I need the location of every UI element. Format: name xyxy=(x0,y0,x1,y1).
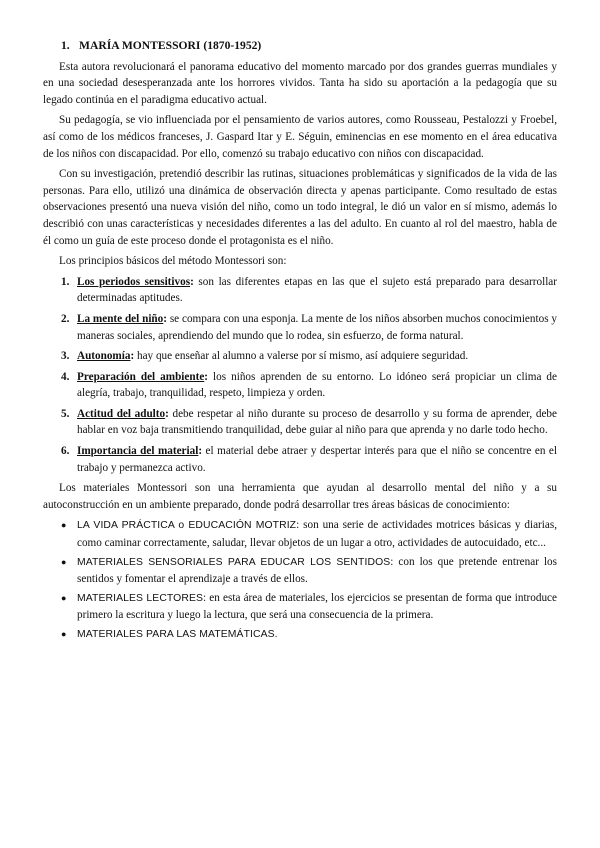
list-item: 1. Los periodos sensitivos: son las diferentes etapas en las que el sujeto está preparado para desarrollar determinadas aptitudes. xyxy=(43,274,557,307)
item-number: 1. xyxy=(61,275,70,288)
principle-text: los niños aprenden de su entorno. Lo idóneo será propiciar un clima de alegría, trabajo, tranquilidad, respeto, limpieza y orden. xyxy=(77,370,557,400)
list-item: 3. Autonomía: hay que enseñar al alumno a valerse por sí mismo, así adquiere seguridad. xyxy=(43,348,557,365)
principles-list xyxy=(43,274,557,477)
paragraph-materials-intro: Los materiales Montessori son una herramienta que ayudan al desarrollo mental del niño y a su autoconstrucción en un ambiente preparado, donde podrá desarrollar tres áreas básicas de conocimiento: xyxy=(43,482,557,511)
paragraph-influences: Su pedagogía, se vio influenciada por el pensamiento de varios autores, como Rousseau, Pestalozzi y Froebel, así como de los médicos franceses, J. Gaspard Itar y E. Séguin, eminencias en ese momento en el área educativa de los niños con discapacidad. Por ello, comenzó su trabajo educativo con niños con discapacidad. xyxy=(43,114,557,160)
principle-text: hay que enseñar al alumno a valerse por sí mismo, así adquiere seguridad. xyxy=(134,350,469,363)
paragraph-intro: Esta autora revolucionará el panorama educativo del momento marcado por dos grandes guerras mundiales y en una sociedad desesperanzada ante los horrores vividos. Tanta ha sido su aportación a la pedagogía que su legado continúa en el paradigma educativo actual. xyxy=(43,60,557,106)
section-title: MARÍA MONTESSORI (1870-1952) xyxy=(79,39,262,52)
item-number: 2. xyxy=(61,312,70,325)
principle-term: Actitud del adulto xyxy=(77,407,166,420)
principle-term: Los periodos sensitivos xyxy=(77,275,191,288)
list-item xyxy=(43,626,557,644)
section-heading xyxy=(61,38,557,55)
document-page xyxy=(43,38,557,646)
paragraph-principles-intro: Los principios básicos del método Montessori son: xyxy=(59,255,287,268)
list-item: 4. Preparación del ambiente: los niños aprenden de su entorno. Lo idóneo será propiciar un clima de alegría, trabajo, tranquilidad, respeto, limpieza y orden. xyxy=(43,369,557,402)
principle-term: Importancia del material xyxy=(77,445,199,458)
principle-term: Preparación del ambiente xyxy=(77,370,205,383)
paragraph-research: Con su investigación, pretendió describir las rutinas, situaciones problemáticas y significados de la vida de las personas. Para ello, utilizó una dinámica de observación directa y apenas participante. Como resultado de estas observaciones presentó una nueva visión del niño, como un todo integral, le dió un valor en sí mismo, además lo describió con unas características y necesidades diferentes a las del adulto. En cuanto al rol del maestro, habla de él como un guía de este proceso donde el protagonista es el niño. xyxy=(43,168,557,247)
section-number: 1. xyxy=(61,39,70,52)
material-name: MATERIALES PARA LAS MATEMÁTICAS. xyxy=(77,629,278,640)
material-text: : son una serie de actividades motrices básicas y diarias, como caminar correctamente, saludar, llevar objetos de un lugar a otro, actividades de autocuidado, etc... xyxy=(77,519,557,550)
principle-term: La mente del niño xyxy=(77,312,164,325)
principle-text: se compara con una esponja. La mente de los niños absorben muchos conocimientos y maneras sociales, aprendiendo del mundo que lo rodea, sin esfuerzo, de forma natural. xyxy=(77,312,557,342)
list-item: 2. La mente del niño: se compara con una esponja. La mente de los niños absorben muchos conocimientos y maneras sociales, aprendiendo del mundo que lo rodea, sin esfuerzo, de forma natural. xyxy=(43,311,557,344)
bullet-icon: ● xyxy=(61,520,67,531)
principle-term: Autonomía xyxy=(77,350,131,363)
list-item: 6. Importancia del material: el material debe atraer y despertar interés para que el niño se concentre en el trabajo y permanezca activo. xyxy=(43,443,557,476)
material-name: MATERIALES SENSORIALES PARA EDUCAR LOS SENTIDOS xyxy=(77,556,391,568)
materials-list xyxy=(43,517,557,643)
material-text: : en esta área de materiales, los ejercicios se presentan de forma que introduce primero la escritura y luego la lectura, que será una consecuencia de la primera. xyxy=(77,591,557,622)
bullet-icon: ● xyxy=(61,592,67,603)
material-name: MATERIALES LECTORES xyxy=(77,592,204,604)
list-item xyxy=(43,517,557,551)
item-number: 5. xyxy=(61,407,70,420)
item-number: 6. xyxy=(61,445,70,458)
material-name: LA VIDA PRÁCTICA o EDUCACIÓN MOTRIZ xyxy=(77,520,297,532)
list-item xyxy=(43,554,557,588)
material-text: : con los que pretende entrenar los sentidos y fomentar el aprendizaje a través de ellos. xyxy=(77,555,557,586)
principle-text: son las diferentes etapas en las que el sujeto está preparado para desarrollar determinadas aptitudes. xyxy=(77,275,558,305)
item-number: 3. xyxy=(61,350,70,363)
bullet-icon: ● xyxy=(61,556,67,567)
principle-text: debe respetar al niño durante su proceso de desarrollo y su forma de aprender, debe hablar en voz baja transmitiendo tranquilidad, debe guiar al niño para que aprenda y no darle todo hecho. xyxy=(77,407,557,437)
list-item xyxy=(43,590,557,624)
list-item: 5. Actitud del adulto: debe respetar al niño durante su proceso de desarrollo y su forma de aprender, debe hablar en voz baja transmitiendo tranquilidad, debe guiar al niño para que aprenda y no darle todo hecho. xyxy=(43,406,557,439)
principle-text: el material debe atraer y despertar interés para que el niño se concentre en el trabajo y permanezca activo. xyxy=(77,445,557,474)
item-number: 4. xyxy=(61,370,70,383)
bullet-icon: ● xyxy=(61,629,67,639)
